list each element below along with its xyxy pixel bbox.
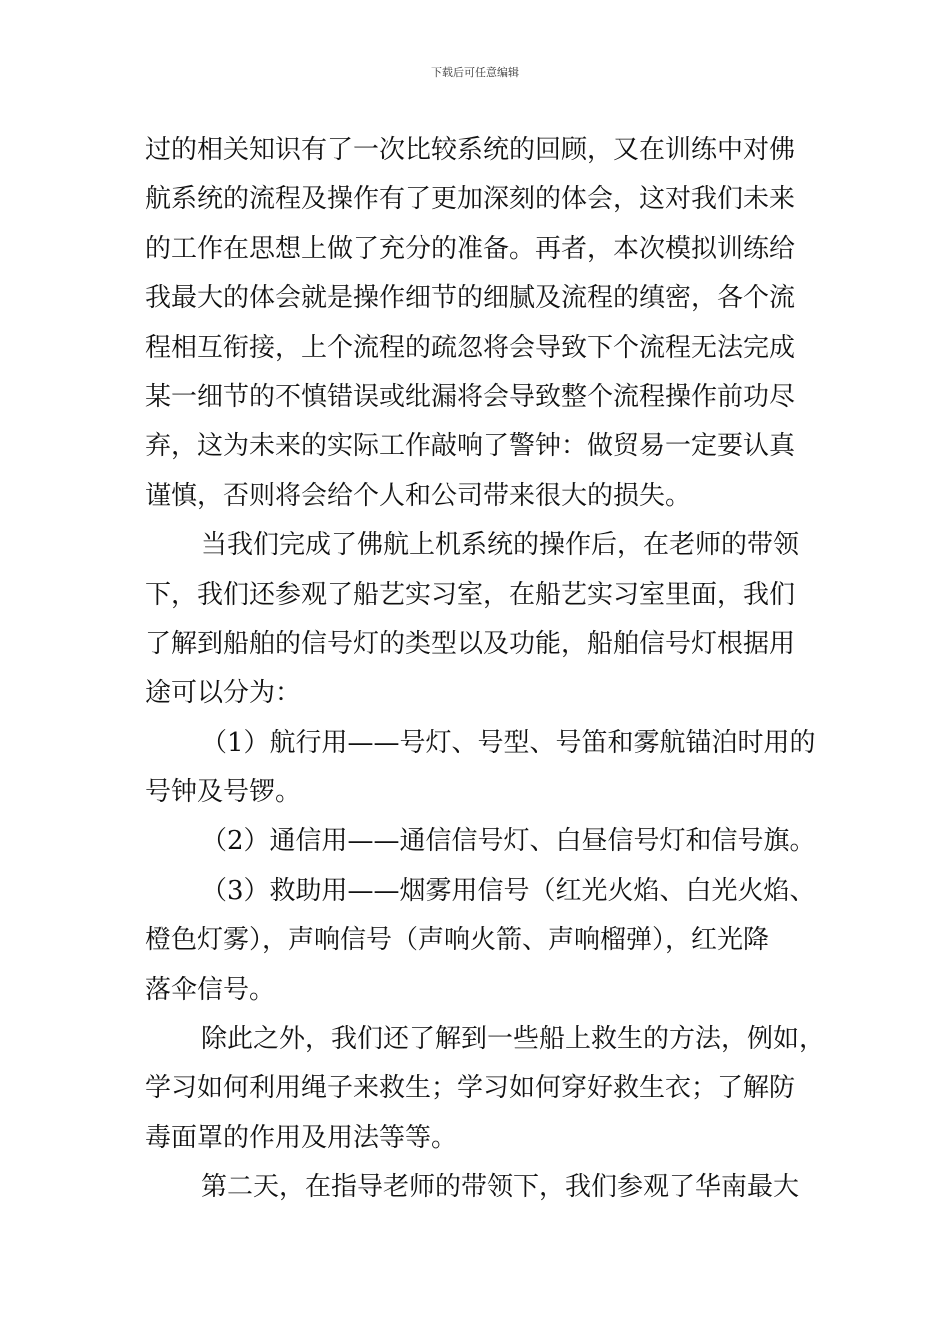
text-line: 落伞信号。 <box>145 974 276 1005</box>
page-header: 下载后可任意编辑 <box>431 66 519 79</box>
text-line: 航系统的流程及操作有了更加深刻的体会，这对我们未来 <box>145 184 796 215</box>
paragraph-start-line: 第二天，在指导老师的带领下，我们参观了华南最大 <box>201 1172 800 1203</box>
paragraph-start-line: 当我们完成了佛航上机系统的操作后，在老师的带领 <box>201 530 800 561</box>
text-line: 学习如何利用绳子来救生；学习如何穿好救生衣；了解防 <box>145 1073 796 1104</box>
list-item-line: （2）通信用——通信信号灯、白昼信号灯和信号旗。 <box>201 826 816 857</box>
text-line: 的工作在思想上做了充分的准备。再者，本次模拟训练给 <box>145 233 796 264</box>
text-line: 我最大的体会就是操作细节的细腻及流程的缜密，各个流 <box>145 283 796 314</box>
text-line: 谨慎，否则将会给个人和公司带来很大的损失。 <box>145 480 692 511</box>
list-item-line: （1）航行用——号灯、号型、号笛和雾航锚泊时用的 <box>201 727 816 758</box>
text-line: 橙色灯雾），声响信号（声响火箭、声响榴弹），红光降 <box>145 925 770 956</box>
text-line: 弃，这为未来的实际工作敲响了警钟：做贸易一定要认真 <box>145 431 796 462</box>
text-line: 过的相关知识有了一次比较系统的回顾，又在训练中对佛 <box>145 135 796 165</box>
text-line: 程相互衔接，上个流程的疏忽将会导致下个流程无法完成 <box>145 332 796 363</box>
text-line: 毒面罩的作用及用法等等。 <box>145 1122 458 1153</box>
text-line: 某一细节的不慎错误或纰漏将会导致整个流程操作前功尽 <box>145 381 796 412</box>
text-line: 途可以分为： <box>145 678 302 709</box>
paragraph-start-line: 除此之外，我们还了解到一些船上救生的方法，例如， <box>201 1024 826 1055</box>
text-line: 下，我们还参观了船艺实习室，在船艺实习室里面，我们 <box>145 579 796 610</box>
body-text <box>145 126 826 1213</box>
text-line: 了解到船舶的信号灯的类型以及功能，船舶信号灯根据用 <box>145 628 796 659</box>
list-item-line: （3）救助用——烟雾用信号（红光火焰、白光火焰、 <box>201 875 816 906</box>
text-line: 号钟及号锣。 <box>145 777 302 808</box>
